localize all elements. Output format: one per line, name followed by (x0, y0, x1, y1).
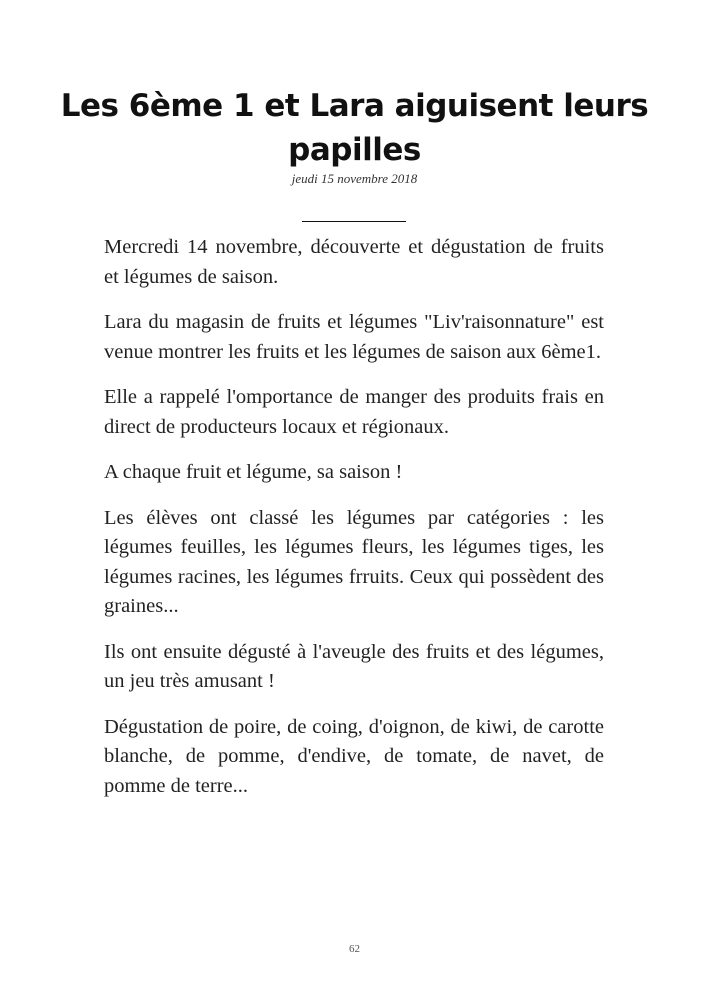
paragraph: Dégustation de poire, de coing, d'oignon, de kiwi, de carotte blanche, de pomme, d'endive, de tomate, de navet, de pomme de terre... (104, 715, 604, 797)
paragraph: Les élèves ont classé les légumes par catégories : les légumes feuilles, les légumes fleurs, les légumes tiges, les légumes racines, les légumes frruits. Ceux qui possèdent des graines... (104, 506, 604, 617)
paragraph: Ils ont ensuite dégusté à l'aveugle des fruits et des légumes, un jeu très amusant ! (104, 640, 604, 692)
paragraph: A chaque fruit et légume, sa saison ! (104, 461, 403, 483)
page-number: 62 (349, 943, 360, 955)
paragraph: Lara du magasin de fruits et légumes "Liv'raisonnature" est venue montrer les fruits et les légumes de saison aux 6ème1. (104, 311, 604, 363)
article-body (104, 233, 604, 817)
article-title: Les 6ème 1 et Lara aiguisent leurs papilles (60, 88, 649, 168)
article-date: jeudi 15 novembre 2018 (291, 171, 418, 186)
title-separator (302, 221, 406, 222)
paragraph: Elle a rappelé l'omportance de manger des produits frais en direct de producteurs locaux et régionaux. (104, 386, 604, 438)
paragraph: Mercredi 14 novembre, découverte et dégustation de fruits et légumes de saison. (104, 236, 604, 288)
